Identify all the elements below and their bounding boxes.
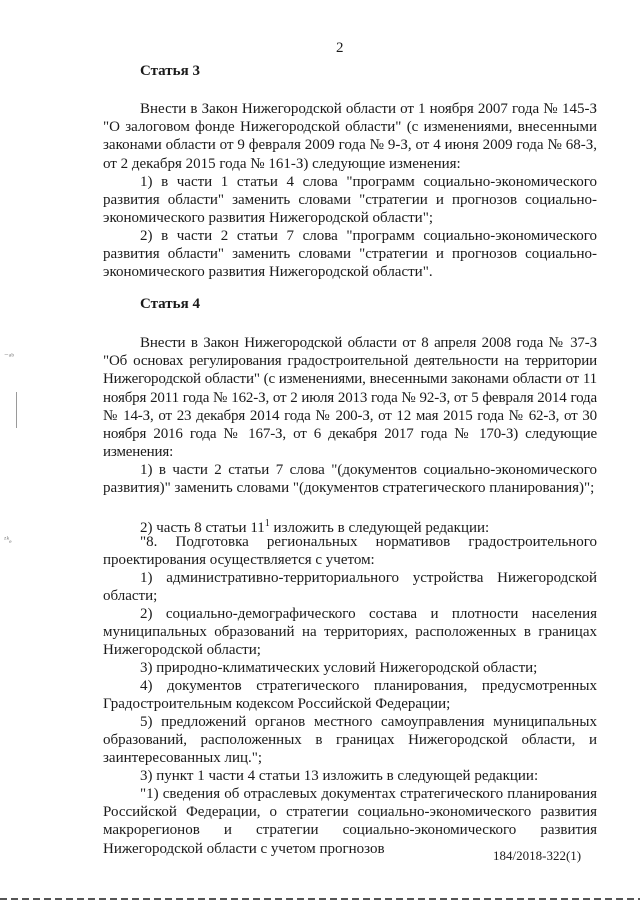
document-code: 184/2018-322(1) — [493, 848, 582, 863]
superscript: 1 — [264, 518, 270, 529]
article-4-heading: Статья 4 — [140, 296, 200, 312]
margin-scan-mark: ᶻᵏₑ — [4, 534, 12, 544]
article-3-item-1: 1) в части 1 статьи 4 слова "программ социально-экономического развития области" заменить словами "стратегии и прогнозов социально-экономического развития Нижегородской области"; — [103, 174, 597, 227]
article-4-item-2: 2) часть 8 статьи $11^1$ изложить в следующей редакции: — [140, 518, 490, 536]
article-4-item-3: 3) пункт 1 части 4 статьи 13 изложить в следующей редакции: — [140, 768, 539, 784]
article-4-item-3-quote: "1) сведения об отраслевых документах стратегического планирования Российской Федерации, о стратегии социально-экономического развития макрорегионов и стратегии социально-экономического развития Нижегородской области с учетом прогнозов — [103, 786, 597, 857]
article-4-quote-item-3: 3) природно-климатических условий Нижегородской области; — [140, 660, 538, 676]
margin-line — [16, 392, 17, 428]
scan-bottom-edge — [0, 898, 640, 900]
article-4-quote-item-1: 1) административно-территориального устройства Нижегородской области; — [103, 570, 597, 605]
article-3-heading: Статья 3 — [140, 63, 200, 79]
margin-scan-mark: ⁻ᵃᵇ — [4, 351, 14, 361]
page-number: 2 — [336, 40, 344, 56]
article-4-quote-intro: "8. Подготовка региональных нормативов градостроительного проектирования осуществляется с учетом: — [103, 534, 597, 569]
article-4-quote-item-5: 5) предложений органов местного самоуправления муниципальных образований, расположенных в границах Нижегородской области, и заинтересованных лиц."; — [103, 714, 597, 767]
article-4-quote-item-4: 4) документов стратегического планирования, предусмотренных Градостроительным кодексом Российской Федерации; — [103, 678, 597, 713]
article-3-intro: Внести в Закон Нижегородской области от 1 ноября 2007 года № 145-З "О залоговом фонде Нижегородской области" (с изменениями, внесенными законами области от 9 февраля 2009 года № 9-З, от 4 июня 2009 года № 68-З, от 2 декабря 2015 года № 161-З) следующие изменения: — [103, 101, 597, 172]
article-4-item-1: 1) в части 2 статьи 7 слова "(документов социально-экономического развития)" заменить словами "(документов стратегического планирования)"; — [103, 462, 597, 497]
article-4-quote-item-2: 2) социально-демографического состава и плотности населения муниципальных образований на территориях, расположенных в границах Нижегородской области; — [103, 606, 597, 659]
article-3-item-2: 2) в части 2 статьи 7 слова "программ социально-экономического развития области" заменить словами "стратегии и прогнозов социально-экономического развития Нижегородской области". — [103, 228, 597, 281]
article-4-intro: Внести в Закон Нижегородской области от 8 апреля 2008 года № 37-З "Об основах регулирования градостроительной деятельности на территории Нижегородской области" (с изменениями, внесенными законами области от 11 ноября 2011 года № 162-З, от 2 июля 2013 года № 92-З, от 5 февраля 2014 года № 14-З, от 23 декабря 2014 года № 200-З, от 12 мая 2015 года № 62-З, от 30 ноября 2016 года № 167-З, от 6 декабря 2017 года № 170-З) следующие изменения: — [103, 335, 597, 461]
